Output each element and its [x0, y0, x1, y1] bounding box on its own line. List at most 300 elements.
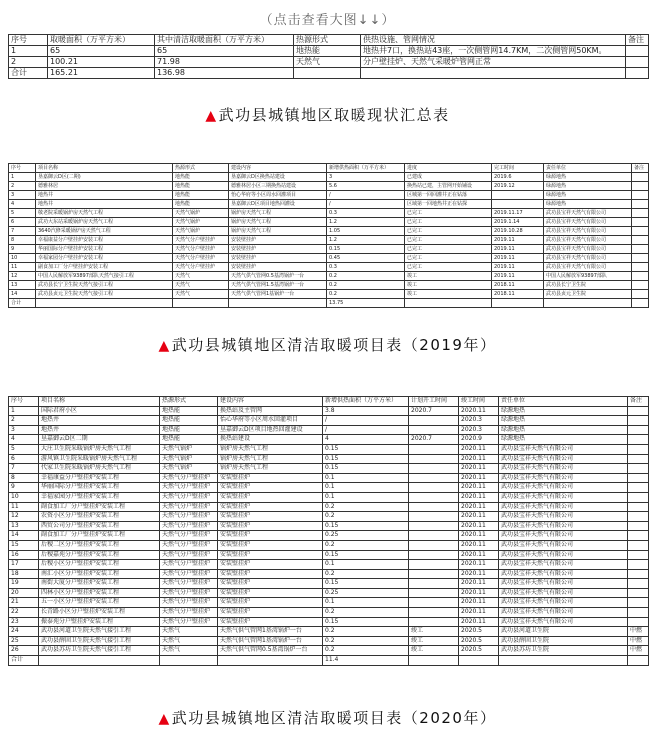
- table-row: [9, 627, 649, 637]
- table-cell: 锅炉房天然气工程: [218, 444, 323, 454]
- view-large-image-hint[interactable]: （点击查看大图↓↓）: [259, 13, 396, 28]
- table-cell: 0.1: [323, 598, 409, 608]
- table-cell: 100.21: [48, 57, 155, 68]
- table-cell: 65: [155, 46, 294, 57]
- table-cell: 23: [9, 617, 39, 627]
- table-cell: 天然气分户壁挂炉: [160, 540, 218, 550]
- table-cell: 华丽国际分户壁挂炉安装工程: [36, 245, 173, 254]
- table-cell: 绿源地热: [544, 173, 632, 182]
- table-cell: 武功县宝祥天然气有限公司: [544, 245, 632, 254]
- table-cell: [492, 299, 544, 308]
- table-cell: 武功县宝祥天然气有限公司: [499, 531, 628, 541]
- table-cell: 武功县宝祥天然气有限公司: [499, 454, 628, 464]
- table-cell: 天然气分户壁挂炉: [160, 531, 218, 541]
- table-cell: [628, 617, 649, 627]
- table-cell: [632, 245, 649, 254]
- column-header: 备注: [628, 397, 649, 407]
- table-cell: 2020.3: [459, 425, 499, 435]
- table-cell: 2020.7: [409, 406, 459, 416]
- table-cell: 天然气分户壁挂炉: [160, 483, 218, 493]
- table-cell: 天然气供气管网0.5基湾锅炉一台: [229, 272, 327, 281]
- table-cell: [544, 299, 632, 308]
- table-cell: 2019.11.17: [492, 209, 544, 218]
- column-header: 热源形式: [173, 164, 229, 173]
- table-cell: 已建成: [405, 173, 492, 182]
- table-cell: 0.2: [327, 272, 405, 281]
- column-header: 新增供热面积（万平方米）: [327, 164, 405, 173]
- table-cell: 武功县宝祥天然气有限公司: [499, 560, 628, 570]
- table-cell: 19: [9, 579, 39, 589]
- table-row: [9, 579, 649, 589]
- table-row: [9, 646, 649, 656]
- table-cell: 3: [9, 425, 39, 435]
- table-cell: 武功大东站采暖锅炉房天然气工程: [36, 218, 173, 227]
- table-cell: [409, 579, 459, 589]
- table-cell: 天然气供气管网1基湾锅炉一台: [218, 636, 323, 646]
- table-cell: [632, 299, 649, 308]
- table-cell: 垦嘉御云D区换热站建设: [229, 173, 327, 182]
- table-cell: 天然气分户壁挂炉: [173, 254, 229, 263]
- table-cell: 21: [9, 598, 39, 608]
- table-cell: 2019.11: [492, 272, 544, 281]
- table-cell: 武功县宝祥天然气有限公司: [499, 521, 628, 531]
- table-cell: 2020.11: [459, 540, 499, 550]
- table-cell: 12: [9, 512, 39, 522]
- table-cell: [628, 579, 649, 589]
- table-cell: 天然气: [160, 646, 218, 656]
- table-cell: 2020.11: [459, 502, 499, 512]
- table-cell: 怡心华府等小区周水回灌项目: [229, 191, 327, 200]
- table-cell: [632, 209, 649, 218]
- table-cell: 换热站及主管网: [218, 406, 323, 416]
- table-cell: 2020.11: [459, 579, 499, 589]
- table-header: [9, 164, 649, 173]
- table-cell: 2020.11: [459, 550, 499, 560]
- table-cell: 武功县薛固卫生院天然气接引工程: [39, 636, 160, 646]
- table-cell: 18: [9, 569, 39, 579]
- table-cell: 2: [9, 416, 39, 426]
- table-cell: 0.15: [323, 550, 409, 560]
- heating-status-table: [8, 34, 649, 79]
- column-header: 新增供热面积（万平方米）: [323, 397, 409, 407]
- table-cell: [628, 656, 649, 666]
- table-cell: 武功县长宁卫生院: [544, 281, 632, 290]
- table-cell: 9: [9, 483, 39, 493]
- table-row: [9, 425, 649, 435]
- table-cell: 1.2: [327, 218, 405, 227]
- table-cell: 5: [9, 209, 36, 218]
- table-cell: 天然气分户壁挂炉: [173, 236, 229, 245]
- table-cell: 安装壁挂炉: [218, 569, 323, 579]
- table-row: [9, 454, 649, 464]
- table-cell: 武功县宝祥天然气有限公司: [544, 236, 632, 245]
- table-row: [9, 182, 649, 191]
- table-cell: 9: [9, 245, 36, 254]
- table-row: [9, 492, 649, 502]
- table-cell: [632, 227, 649, 236]
- table-cell: 13: [9, 281, 36, 290]
- table-cell: 武功县贞元卫生院: [544, 290, 632, 299]
- table-cell: 德雅林居: [36, 182, 173, 191]
- table-cell: 锅炉房天然气工程: [229, 227, 327, 236]
- table-cell: 17: [9, 560, 39, 570]
- table-cell: 地热能: [160, 406, 218, 416]
- table-row: [9, 588, 649, 598]
- table-cell: 武功县宝祥天然气有限公司: [499, 502, 628, 512]
- table-cell: [409, 473, 459, 483]
- table-cell: 锅炉房天然气工程: [218, 454, 323, 464]
- table-cell: 绿源地热: [499, 416, 628, 426]
- table-cell: [628, 560, 649, 570]
- table-cell: 2020.3: [459, 416, 499, 426]
- table-cell: 天然气供气管网0.5基湾锅炉一台: [218, 646, 323, 656]
- column-header: 备注: [632, 164, 649, 173]
- table-cell: [229, 299, 327, 308]
- table-cell: 0.15: [323, 617, 409, 627]
- table-cell: 武功县薛固卫生院: [499, 636, 628, 646]
- table-cell: 0.2: [323, 512, 409, 522]
- table-cell: 0.3: [327, 209, 405, 218]
- table-cell: 已完工: [405, 263, 492, 272]
- table-cell: 锅炉房天然气工程: [229, 218, 327, 227]
- table-cell: [36, 299, 173, 308]
- table-cell: 2020.11: [459, 444, 499, 454]
- table-row: [9, 560, 649, 570]
- table-cell: 分户壁挂炉、天然气采暖炉管网正常: [361, 57, 626, 68]
- table1-title-text: 武功县城镇地区取暖现状汇总表: [218, 106, 450, 124]
- table-cell: 0.15: [327, 245, 405, 254]
- table-cell: 0.1: [323, 492, 409, 502]
- table-cell: [628, 588, 649, 598]
- column-header: 取暖面积（万平方米）: [48, 35, 155, 46]
- table-cell: 武功县苏坊卫生院天然气接引工程: [39, 646, 160, 656]
- table-cell: 后稷小区分户壁挂炉安装工程: [39, 560, 160, 570]
- red-triangle-icon: ▲: [158, 338, 171, 354]
- table-cell: 1.05: [327, 227, 405, 236]
- table-cell: 0.2: [327, 290, 405, 299]
- table-cell: 0.15: [323, 444, 409, 454]
- table-cell: 换热站建设: [218, 435, 323, 445]
- table-cell: 3640汽修采暖锅炉房天然气工程: [36, 227, 173, 236]
- table-row: [9, 416, 649, 426]
- table-cell: 16: [9, 550, 39, 560]
- table-cell: 已完工: [405, 254, 492, 263]
- table-cell: 合计: [9, 299, 36, 308]
- table-cell: 天然气分户壁挂炉: [160, 512, 218, 522]
- table-cell: 14: [9, 290, 36, 299]
- table-cell: 怡心华府等小区周水回灌项目: [218, 416, 323, 426]
- table-cell: 安装壁挂炉: [229, 245, 327, 254]
- table-cell: 竣工: [409, 646, 459, 656]
- table-cell: 已完工: [405, 218, 492, 227]
- table-row: [9, 617, 649, 627]
- table-cell: [499, 656, 628, 666]
- table-cell: 幸福家园分户壁挂炉安装工程: [36, 254, 173, 263]
- table-cell: [409, 521, 459, 531]
- column-header: 供热设施、管网情况: [361, 35, 626, 46]
- table-cell: 安装壁挂炉: [218, 560, 323, 570]
- table-cell: 安装壁挂炉: [229, 263, 327, 272]
- table-cell: 3.8: [323, 406, 409, 416]
- table-row: [9, 46, 649, 57]
- table-cell: 天然气分户壁挂炉: [160, 521, 218, 531]
- table2-title-text: 武功县城镇地区清洁取暖项目表（2019年）: [171, 336, 497, 354]
- table-cell: [409, 608, 459, 618]
- table-cell: 7: [9, 227, 36, 236]
- table-cell: [628, 492, 649, 502]
- table-cell: [409, 425, 459, 435]
- table-body: [9, 173, 649, 308]
- table-row: [9, 464, 649, 474]
- table-cell: 15: [9, 540, 39, 550]
- table-cell: 安装壁挂炉: [218, 502, 323, 512]
- table-cell: 天然气供气管网1基锅炉一台: [229, 290, 327, 299]
- table-cell: [632, 218, 649, 227]
- table-cell: [409, 569, 459, 579]
- table-cell: 中国人民解放军93897部队天然气接引工程: [36, 272, 173, 281]
- table-cell: 中燃: [628, 646, 649, 656]
- column-header: 完工时间: [492, 164, 544, 173]
- table-cell: 合计: [9, 68, 48, 79]
- table-body: [9, 46, 649, 79]
- table-cell: 0.2: [323, 569, 409, 579]
- column-header: 进度: [405, 164, 492, 173]
- table-cell: 安装壁挂炉: [218, 492, 323, 502]
- table-cell: 10: [9, 492, 39, 502]
- table-cell: 绿源地热: [544, 200, 632, 209]
- table-cell: 20: [9, 588, 39, 598]
- table-cell: [173, 299, 229, 308]
- table-cell: [632, 236, 649, 245]
- table3-title-text: 武功县城镇地区清洁取暖项目表（2020年）: [171, 709, 497, 727]
- table-cell: 武功县宝祥天然气有限公司: [499, 598, 628, 608]
- table-cell: [628, 540, 649, 550]
- column-header: 序号: [9, 397, 39, 407]
- table-cell: 武功县宝祥天然气有限公司: [499, 588, 628, 598]
- table-cell: 安装壁挂炉: [218, 598, 323, 608]
- table-row: [9, 550, 649, 560]
- table-row: [9, 254, 649, 263]
- table-cell: [628, 531, 649, 541]
- column-header: 建设内容: [218, 397, 323, 407]
- table-cell: 0.2: [323, 502, 409, 512]
- table-cell: 天然气: [173, 290, 229, 299]
- table-cell: [628, 406, 649, 416]
- table-cell: 垦嘉御云D区二期: [39, 435, 160, 445]
- header-row: [9, 164, 649, 173]
- table-cell: 武功县河道卫生院天然气接引工程: [39, 627, 160, 637]
- table-cell: 合计: [9, 656, 39, 666]
- table-cell: /: [327, 191, 405, 200]
- table-cell: /: [323, 416, 409, 426]
- table-cell: 5.6: [327, 182, 405, 191]
- table-row: [9, 540, 649, 550]
- table-cell: 锅炉房天然气工程: [218, 464, 323, 474]
- table-cell: [628, 569, 649, 579]
- table-cell: 地热能: [160, 425, 218, 435]
- table-cell: 2020.11: [459, 492, 499, 502]
- table-row: [9, 512, 649, 522]
- table-cell: 2020.11: [459, 588, 499, 598]
- table-cell: [626, 57, 649, 68]
- table-cell: 71.98: [155, 57, 294, 68]
- table-cell: [632, 290, 649, 299]
- table-cell: 区城第一回回灌井正在钻落: [405, 191, 492, 200]
- table-cell: [492, 200, 544, 209]
- table-cell: [628, 416, 649, 426]
- table-cell: 武功县宝祥天然气有限公司: [499, 512, 628, 522]
- table-cell: 德雅林居小区三期换热站建设: [229, 182, 327, 191]
- table-cell: 竣工: [405, 272, 492, 281]
- table-cell: 天然气: [160, 627, 218, 637]
- table-cell: [409, 550, 459, 560]
- table-cell: 垦嘉御云D区(二期): [36, 173, 173, 182]
- table-row: [9, 245, 649, 254]
- table-cell: 天然气锅炉: [173, 209, 229, 218]
- table-cell: [409, 598, 459, 608]
- table-cell: 已完工: [405, 227, 492, 236]
- table-cell: 2020.11: [459, 464, 499, 474]
- table-cell: 3: [327, 173, 405, 182]
- table-cell: 武功县宝祥天然气有限公司: [499, 550, 628, 560]
- table-cell: 13: [9, 521, 39, 531]
- table-row: [9, 57, 649, 68]
- table-cell: [632, 281, 649, 290]
- table-cell: [628, 444, 649, 454]
- table-cell: 地热能: [173, 173, 229, 182]
- table-cell: 安装壁挂炉: [218, 483, 323, 493]
- table-cell: 2020.11: [459, 521, 499, 531]
- table-cell: 24: [9, 627, 39, 637]
- table-cell: 副食加工厂分户壁挂炉安装工程: [39, 531, 160, 541]
- table-cell: /: [327, 200, 405, 209]
- table-cell: [628, 598, 649, 608]
- table-cell: 竣工: [405, 281, 492, 290]
- table-cell: 4: [323, 435, 409, 445]
- table-cell: 武功县宝祥天然气有限公司: [544, 227, 632, 236]
- table-row: [9, 406, 649, 416]
- table-cell: 垦嘉御云D区项目地热回灌设: [229, 200, 327, 209]
- table-cell: 地热能: [173, 200, 229, 209]
- table-row: [9, 290, 649, 299]
- table-cell: 天然气: [173, 272, 229, 281]
- table-cell: 中燃: [628, 636, 649, 646]
- table-cell: 3: [9, 191, 36, 200]
- table-cell: 0.2: [323, 608, 409, 618]
- table-cell: 天然气供气管网1基湾锅炉一台: [218, 627, 323, 637]
- table-cell: [294, 68, 361, 79]
- table-cell: 11: [9, 502, 39, 512]
- table-cell: 0.3: [327, 263, 405, 272]
- table-cell: 2020.5: [459, 646, 499, 656]
- table-cell: 天然气分户壁挂炉: [160, 588, 218, 598]
- table-cell: [632, 191, 649, 200]
- table-cell: 南汇小区分户壁挂炉安装工程: [39, 569, 160, 579]
- table-cell: 地热井: [36, 191, 173, 200]
- table-cell: [628, 435, 649, 445]
- table-cell: [628, 550, 649, 560]
- table-cell: 0.25: [323, 531, 409, 541]
- table-cell: 2020.11: [459, 473, 499, 483]
- column-header: 竣工时间: [459, 397, 499, 407]
- table-cell: 2020.11: [459, 560, 499, 570]
- table-cell: 垦嘉御云D区项目地热回灌建设: [218, 425, 323, 435]
- table-row: [9, 473, 649, 483]
- table-cell: 0.15: [323, 454, 409, 464]
- table-cell: 中国人民解放军93897部队: [544, 272, 632, 281]
- table-row: [9, 483, 649, 493]
- table-cell: 武功县宝祥天然气有限公司: [499, 608, 628, 618]
- table-cell: 4: [9, 200, 36, 209]
- table-cell: [409, 502, 459, 512]
- table-row: [9, 656, 649, 666]
- column-header: 项目名称: [39, 397, 160, 407]
- table-cell: 2020.11: [459, 454, 499, 464]
- table-row: [9, 173, 649, 182]
- table-cell: 武功县宝祥天然气有限公司: [499, 483, 628, 493]
- table-cell: 天然气分户壁挂炉: [160, 560, 218, 570]
- table-cell: 2020.7: [409, 435, 459, 445]
- table-cell: 天然气: [294, 57, 361, 68]
- column-header: 责任单位: [499, 397, 628, 407]
- table-cell: 25: [9, 636, 39, 646]
- table-cell: 竣工: [409, 636, 459, 646]
- table-cell: 武功县宝祥天然气有限公司: [499, 569, 628, 579]
- table-cell: [628, 502, 649, 512]
- table-cell: 天然气分户壁挂炉: [160, 608, 218, 618]
- red-triangle-icon: ▲: [205, 108, 218, 124]
- table-cell: 1: [9, 406, 39, 416]
- table-cell: 绿源地热: [544, 182, 632, 191]
- table-row: [9, 569, 649, 579]
- table-cell: 0.2: [323, 646, 409, 656]
- table-cell: 已完工: [405, 209, 492, 218]
- table-cell: 天然气分户壁挂炉: [160, 473, 218, 483]
- table-cell: 安装壁挂炉: [229, 254, 327, 263]
- table-cell: 0.25: [323, 588, 409, 598]
- table-cell: 后稷二区分户壁挂炉安装工程: [39, 540, 160, 550]
- table-row: [9, 236, 649, 245]
- table-row: [9, 263, 649, 272]
- table-cell: 武功县宝祥天然气有限公司: [499, 540, 628, 550]
- table-cell: 天然气: [160, 636, 218, 646]
- table-cell: 武功县宝祥天然气有限公司: [499, 492, 628, 502]
- table-cell: 安装壁挂炉: [229, 236, 327, 245]
- table-cell: 136.98: [155, 68, 294, 79]
- table-cell: 天然气分户壁挂炉: [160, 598, 218, 608]
- table-cell: 幸福康益分户壁挂炉安装工程: [36, 236, 173, 245]
- table-cell: 26: [9, 646, 39, 656]
- table-cell: [632, 182, 649, 191]
- table-cell: 武功县河道卫生院: [499, 627, 628, 637]
- table-cell: 竣工: [409, 627, 459, 637]
- table-row: [9, 636, 649, 646]
- column-header: 热源形式: [294, 35, 361, 46]
- table-cell: 0.15: [323, 464, 409, 474]
- table-cell: 2: [9, 182, 36, 191]
- table-cell: [632, 263, 649, 272]
- table-cell: 0.2: [323, 636, 409, 646]
- table-cell: [409, 454, 459, 464]
- table-cell: 2020.11: [459, 406, 499, 416]
- table-cell: 游风镇卫生院采暖锅炉房天然气工程: [39, 454, 160, 464]
- table-cell: 安装壁挂炉: [218, 588, 323, 598]
- table-cell: 14: [9, 531, 39, 541]
- table-cell: 4: [9, 435, 39, 445]
- table-cell: 幸福康益分户壁挂炉安装工程: [39, 473, 160, 483]
- table-cell: [405, 299, 492, 308]
- table-cell: [626, 68, 649, 79]
